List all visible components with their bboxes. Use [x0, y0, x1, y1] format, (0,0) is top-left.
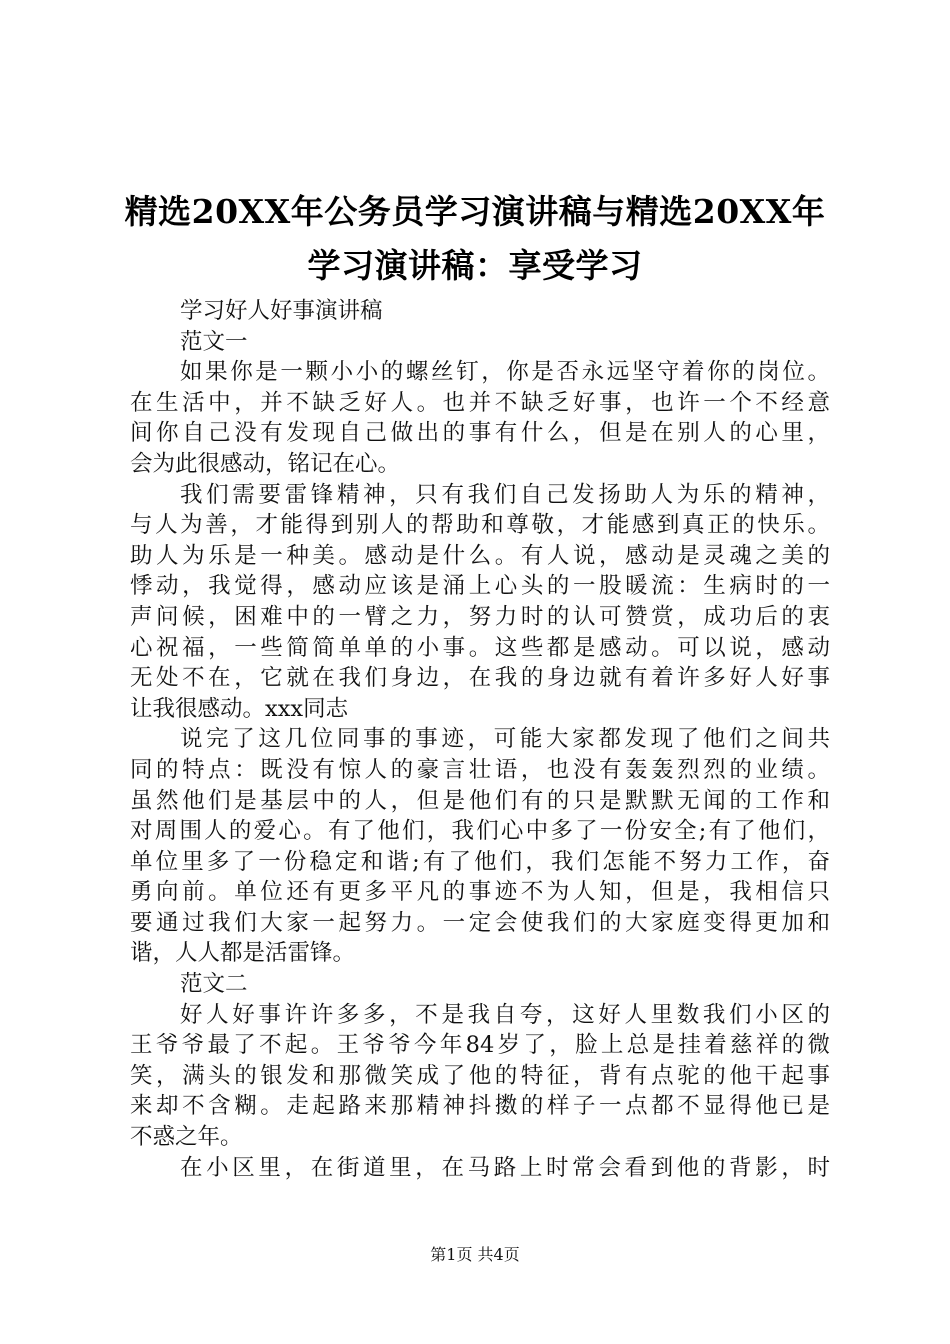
- body-text-line: 如果你是一颗小小的螺丝钉，你是否永远坚守着你的岗位。: [180, 359, 830, 386]
- body-text-line: 在小区里，在街道里，在马路上时常会看到他的背影，时: [180, 1154, 830, 1181]
- body-text-line: 好人好事许许多多，不是我自夸，这好人里数我们小区的: [180, 1001, 830, 1028]
- body-text-line: 会为此很感动，铭记在心。: [130, 450, 401, 477]
- body-text-line: 笑，满头的银发和那微笑成了他的特征，背有点驼的他干起事: [130, 1062, 830, 1089]
- body-text-line: 无处不在，它就在我们身边，在我的身边就有着许多好人好事: [130, 665, 830, 692]
- body-text-line: 对周围人的爱心。有了他们，我们心中多了一份安全;有了他们，: [130, 818, 830, 845]
- body-text-line: 王爷爷最了不起。王爷爷今年84岁了，脸上总是挂着慈祥的微: [130, 1032, 830, 1059]
- body-text-line: 单位里多了一份稳定和谐;有了他们，我们怎能不努力工作，奋: [130, 848, 830, 875]
- body-text-line: 与人为善，才能得到别人的帮助和尊敬，才能感到真正的快乐。: [130, 512, 830, 539]
- body-text-line: 虽然他们是基层中的人，但是他们有的只是默默无闻的工作和: [130, 787, 830, 814]
- body-text-line: 让我很感动。xxx同志: [130, 695, 349, 722]
- body-text-line: 悸动，我觉得，感动应该是涌上心头的一股暖流：生病时的一: [130, 573, 830, 600]
- body-text-line: 来却不含糊。走起路来那精神抖擞的样子一点都不显得他已是: [130, 1093, 830, 1120]
- body-text-line: 在生活中，并不缺乏好人。也并不缺乏好事，也许一个不经意: [130, 389, 830, 416]
- body-text-line: 间你自己没有发现自己做出的事有什么，但是在别人的心里，: [130, 420, 830, 447]
- document-title-line-1: 精选20XX年公务员学习演讲稿与精选20XX年: [124, 192, 826, 231]
- body-text-line: 心祝福，一些简简单单的小事。这些都是感动。可以说，感动: [130, 634, 830, 661]
- body-text-line: 范文二: [180, 971, 248, 998]
- body-text-line: 勇向前。单位还有更多平凡的事迹不为人知，但是，我相信只: [130, 879, 830, 906]
- body-text-line: 助人为乐是一种美。感动是什么。有人说，感动是灵魂之美的: [130, 542, 830, 569]
- document-title-line-2: 学习演讲稿：享受学习: [307, 246, 643, 285]
- body-text-line: 不惑之年。: [130, 1124, 243, 1151]
- page-footer: 第1页 共4页: [430, 1245, 520, 1264]
- body-text-line: 要通过我们大家一起努力。一定会使我们的大家庭变得更加和: [130, 909, 830, 936]
- body-text-line: 我们需要雷锋精神，只有我们自己发扬助人为乐的精神，: [180, 481, 830, 508]
- body-text-line: 谐，人人都是活雷锋。: [130, 940, 356, 967]
- document-body: [130, 296, 830, 1183]
- body-text-line: 范文一: [180, 328, 248, 355]
- body-text-line: 说完了这几位同事的事迹，可能大家都发现了他们之间共: [180, 726, 830, 753]
- body-text-line: 同的特点：既没有惊人的豪言壮语，也没有轰轰烈烈的业绩。: [130, 756, 830, 783]
- body-text-line: 声问候，困难中的一臂之力，努力时的认可赞赏，成功后的衷: [130, 603, 830, 630]
- body-text-line: 学习好人好事演讲稿: [180, 298, 383, 324]
